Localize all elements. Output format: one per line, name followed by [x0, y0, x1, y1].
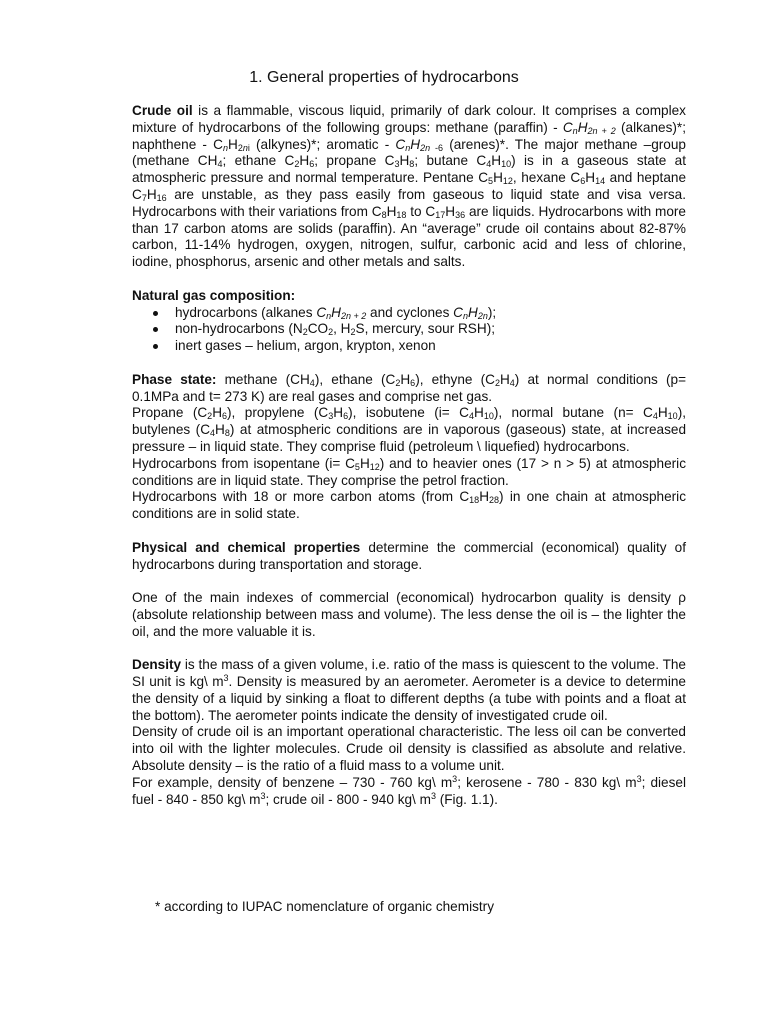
- phase-state-paragraph: Phase state: methane $(CH_4)$, ethane $(C_2H_6)$, ethyne $(C_2H_4)$ at normal conditions (p= 0.1MPa and t= 273 K) are real gases and comprise net gas.: [132, 371, 687, 404]
- crude-oil-term: Crude oil: [132, 103, 193, 118]
- physchem-term: Physical and chemical properties: [132, 539, 361, 555]
- natural-gas-list: [132, 305, 686, 355]
- crude-oil-paragraph: Crude oil is a flammable, viscous liquid, primarily of dark colour. It comprises a complex mixture of hydrocarbons of the following groups: methane (paraffin) - $C_nH_{2n + 2}$ (alkanes)*; naphthene - $C_nH_{2ni}$ (alkynes)*; aromatic - $C_nH_{2n}$ $_{-6}$ (arenes)*. The major methane –group (methane $CH_4$; ethane $C_2H_6$; propane $C_3H_8$; butane $C_4H_{10}$) is in a gaseous state at atmospheric pressure and normal temperature. Pentane $C_5H_{12}$, hexane $C_6H_{14}$ and heptane $C_7H_{16}$ are unstable, as they pass easily from gaseous to liquid state and visa versa. Hydrocarbons with their variations from $C_8H_{18}$ to $C_{17}H_{36}$ are liquids. Hydrocarbons with more than 17 carbon atoms are solids (paraffin). An “average” crude oil contains about 82-87% carbon, 11-14% hydrogen, oxygen, nitrogen, sulfur, carbonic acid and less of chlorine, iodine, phosphorus, arsenic and other metals and salts.: [132, 103, 687, 270]
- physchem-paragraph: Physical and chemical properties determine the commercial (economical) quality of hydrocarbons during transportation and storage.: [132, 539, 686, 572]
- solid-state-paragraph: Hydrocarbons with 18 or more carbon atoms (from $C_{18}H_{28}$) in one chain at atmospheric conditions are in solid state.: [132, 489, 686, 522]
- density-definition-paragraph: Density is the mass of a given volume, i.e. ratio of the mass is quiescent to the volume. The SI unit is kg\ $m^3$. Density is measured by an aerometer. Aerometer is a device to determine the density of a liquid by sinking a float to different depths (a tube with points and a float at the bottom). The aerometer points indicate the density of investigated crude oil.: [132, 657, 686, 723]
- isopentane-paragraph: Hydrocarbons from isopentane $(i= C_5H_{12})$ and to heavier ones (17 > n > 5) at atmospheric conditions are in liquid state. They comprise the petrol fraction.: [132, 455, 686, 488]
- natural-gas-heading: Natural gas composition:: [132, 287, 296, 303]
- density-index-paragraph: One of the main indexes of commercial (economical) hydrocarbon quality is density ρ (absolute relationship between mass and volume). The less dense the oil is – the lighter the oil, and the more valuable it is.: [132, 590, 686, 639]
- document-body: [132, 103, 686, 808]
- phase-state-term: Phase state:: [132, 371, 217, 387]
- section-title: 1. General properties of hydrocarbons: [249, 69, 519, 86]
- footnote: * according to IUPAC nomenclature of organic chemistry: [155, 899, 494, 914]
- propane-paragraph: Propane $(C_2H_6)$, propylene $(C_3H_6)$, isobutene $(i= C_4H_{10})$, normal butane $(n= C_4H_{10})$, butylenes $(C_4H_8)$ at atmospheric conditions are in vaporous (gaseous) state, at increased pressure – in liquid state. They comprise fluid (petroleum \ liquefied) hydrocarbons.: [132, 405, 687, 454]
- density-characteristic-paragraph: Density of crude oil is an important operational characteristic. The less oil can be converted into oil with the lighter molecules. Crude oil density is classified as absolute and relative. Absolute density – is the ratio of a fluid mass to a volume unit.: [132, 724, 686, 774]
- density-term: Density: [132, 657, 182, 673]
- list-item: inert gases – helium, argon, krypton, xenon: [132, 338, 686, 355]
- density-examples-paragraph: For example, density of benzene – 730 - 760 kg\ $m^3$; kerosene - 780 - 830 kg\ $m^3$; diesel fuel - 840 - 850 kg\ $m^3$; crude oil - 800 - 940 kg\ $m^3$ (Fig. 1.1).: [132, 773, 686, 807]
- list-item: non-hydrocarbons ($N_2CO_2$, $H_2S$, mercury, sour RSH);: [132, 321, 686, 338]
- list-item: hydrocarbons (alkanes $C_nH_{2n + 2}$ and cyclones $C_nH_{2n}$);: [132, 305, 686, 322]
